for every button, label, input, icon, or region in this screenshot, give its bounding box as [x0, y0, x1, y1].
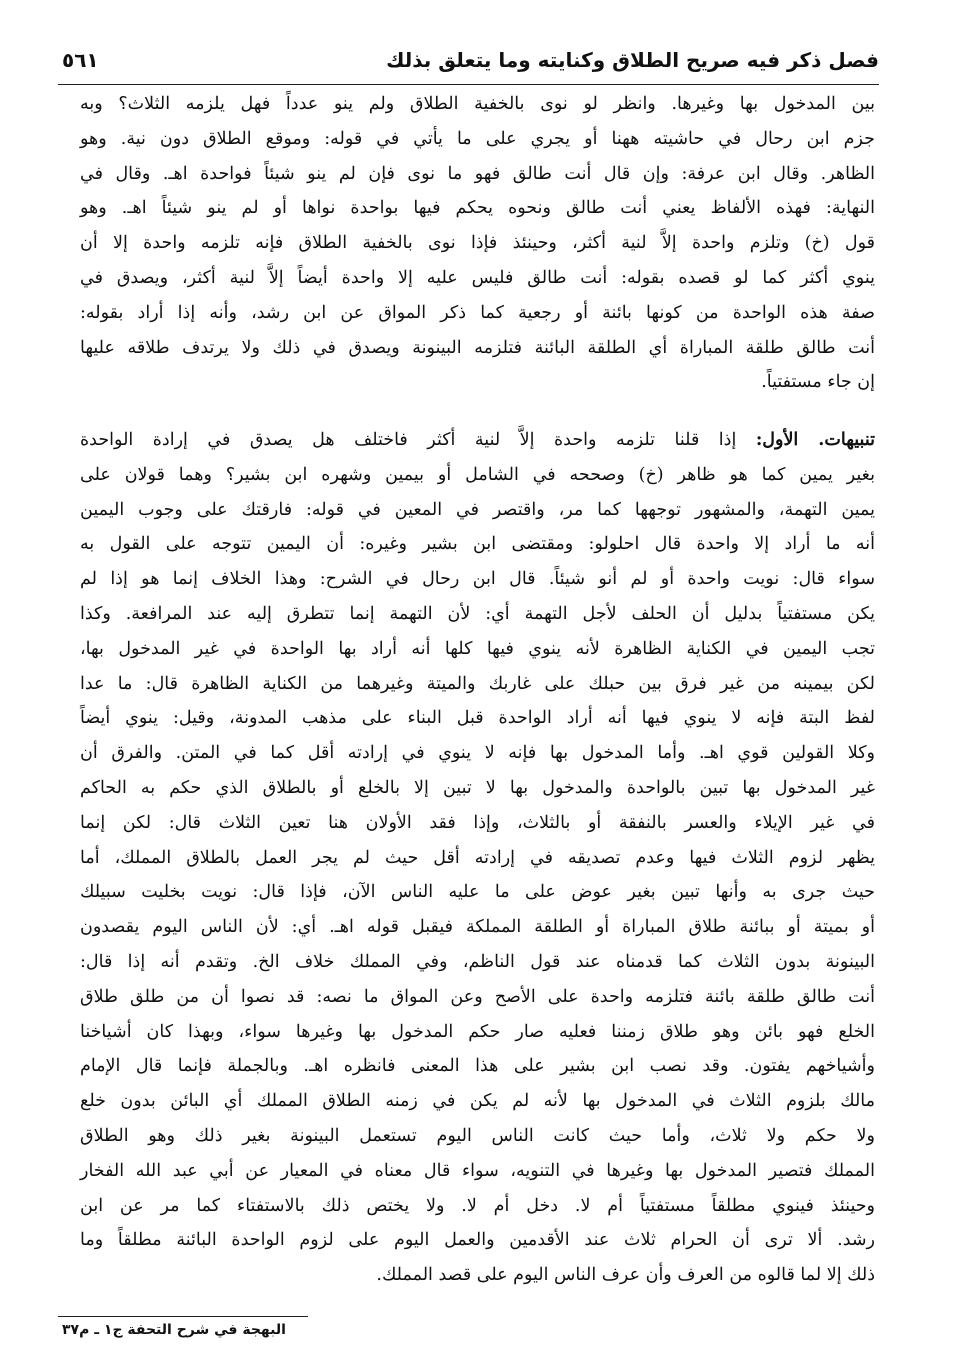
text-line: [80, 980, 875, 1015]
text-line: [80, 771, 875, 806]
text-line-content: وكلا القولين قوي اهـ. وأما المدخول بها فإنه لا ينوي في إرادته أقل كما في المتن. والفرق أن: [80, 743, 875, 764]
text-line-content: النهاية: فهذه الألفاظ يعني أنت طالق ونحوه يحكم فيها بواحدة نواها أو لم ينو شيئاً اهـ. وهو: [80, 198, 875, 219]
footer-signature: البهجة في شرح التحفة ج١ ـ م٣٧: [62, 1322, 286, 1338]
text-line: [80, 365, 875, 400]
text-line: [80, 701, 875, 736]
text-line: [80, 122, 875, 157]
section-heading: تنبيهات. الأول:: [755, 430, 875, 450]
text-line-content: ذلك إلا لما قالوه من العرف وأن عرف الناس اليوم على قصد المملك.: [376, 1265, 875, 1286]
text-line-content: الظاهر. وقال ابن عرفة: وإن قال أنت طالق فهو ما نوى فإن لم ينو شيئاً فواحدة اهـ. وقال في: [80, 163, 875, 184]
text-line-content: حيث جرى به وأنها تبين بغير عوض على ما عليه الناس الآن، فإذا قال: نويت بخليت سبيلك: [80, 882, 875, 903]
text-line: [80, 527, 875, 562]
text-line-content: صفة هذه الواحدة من كونها بائنة أو رجعية كما ذكر المواق عن ابن رشد، وأنه إذا أراد بقوله:: [80, 302, 875, 323]
text-line: [80, 87, 875, 122]
text-line-content: إذا قلنا تلزمه واحدة إلاَّ لنية أكثر فاختلف هل يصدق في إرادة الواحدة: [80, 430, 737, 450]
text-line-content: أنه ما أراد إلا واحدة قال احلولو: ومقتضى ابن بشير وغيره: أن اليمين تتوجه على القول به: [80, 534, 875, 555]
text-line-content: في غير الإيلاء والعسر بالنفقة أو بالثلاث، وإذا فقد الأولان هنا تعين الثلاث قال: لكن إنما: [80, 812, 875, 833]
text-line-content: ينوي أكثر كما لو قصده بقوله: أنت طالق فليس عليه إلا واحدة أيضاً إلاَّ لنية أكثر، ويصدق في: [80, 267, 875, 288]
text-line-content: يكن مستفتياً بدليل أن الحلف لأجل التهمة أي: لأن التهمة إنما تتطرق إليه عند المرافعة. وكذا: [80, 603, 875, 624]
text-line: [80, 1015, 875, 1050]
text-line: [80, 493, 875, 528]
text-line: [80, 423, 875, 458]
text-line-content: لكن بيمينه من غير فرق بين حبلك على غاربك والميتة وغيرهما من الكناية الظاهرة قال: ما عدا: [80, 673, 875, 694]
text-line: [80, 806, 875, 841]
text-line-content: بين المدخول بها وغيرها. وانظر لو نوى بالخفية الطلاق ولم ينو عدداً فهل يلزمه الثلاث؟ وبه: [80, 94, 875, 114]
text-line: [80, 1049, 875, 1084]
text-line: [80, 261, 875, 296]
text-line: [80, 458, 875, 493]
text-line: [80, 945, 875, 980]
paragraph-1: [80, 87, 875, 400]
text-line-content: يظهر لزوم الثلاث فيها وعدم تصديقه في إرادته أقل حيث لم يجر العمل بالطلاق المملك، أما: [80, 847, 875, 868]
text-line: [80, 1258, 875, 1293]
text-line-content: وحينئذ فينوي مطلقاً مستفتياً أم لا. دخل أم لا. ولا يختص ذلك بالاستفتاء كما مر عن ابن: [80, 1195, 875, 1216]
text-line: [80, 875, 875, 910]
footer-divider: [58, 1316, 308, 1317]
text-line-content: قول (خ) وتلزم واحدة إلاَّ لنية أكثر، وحينئذ فإذا نوى بالخفية الطلاق فإنه تلزمه واحدة إلا أن: [80, 233, 875, 254]
header-divider: [58, 84, 879, 85]
text-line: [80, 226, 875, 261]
text-line-content: مالك بلزوم الثلاث في المدخول بها لأنه لم يكن في زمنه الطلاق المملك أي البائن بدون خلع: [80, 1091, 875, 1112]
text-line: [80, 736, 875, 771]
text-line: [80, 1084, 875, 1119]
text-line-content: أو بميتة أو ببائنة طلاق المباراة أو الطلقة المملكة فيقبل قوله اهـ. أي: لأن الناس اليوم يقصدون: [80, 917, 875, 938]
text-line: [80, 597, 875, 632]
text-line: [80, 331, 875, 366]
text-line: [80, 296, 875, 331]
text-line: [80, 1189, 875, 1224]
text-line-content: إن جاء مستفتياً.: [761, 372, 875, 393]
text-line: [80, 1119, 875, 1154]
text-line-content: جزم ابن رحال في حاشيته ههنا أو يجري على ما يأتي في قوله: وموقع الطلاق دون نية. وهو: [80, 128, 875, 149]
text-line-content: المملك فتصير المدخول بها وغيرها في التنويه، سواء قال معناه في المعيار عن أبي عبد الله الفخار: [80, 1160, 875, 1181]
text-line: [80, 841, 875, 876]
text-line: [80, 157, 875, 192]
text-line: [80, 562, 875, 597]
text-line: [80, 191, 875, 226]
text-line-content: أنت طالق طلقة المباراة أي الطلقة البائنة فتلزمه البينونة ويصدق في ذلك ولا يرتدف طلاقه عليها: [80, 337, 875, 358]
running-header-title: فصل ذكر فيه صريح الطلاق وكنايته وما يتعلق بذلك: [386, 48, 879, 72]
text-line-content: يمين التهمة، والمشهور توجهها كما مر، واقتصر في المعين في قوله: فارقتك على وجوب اليمين: [80, 499, 875, 520]
text-line-content: وأشياخهم يفتون. وقد نصب ابن بشير على هذا المعنى فانظره اهـ. وبالجملة فإنما قال الإمام: [80, 1056, 875, 1077]
text-line: [80, 667, 875, 702]
text-line-content: بغير يمين كما هو ظاهر (خ) وصححه في الشامل أو بيمين وشهره ابن بشير؟ وهما قولان على: [80, 464, 875, 485]
text-line-content: ولا حكم ولا ثلاث، وأما حيث كانت الناس اليوم تستعمل البينونة بغير ذلك وهو الطلاق: [80, 1125, 875, 1146]
text-line-content: سواء قال: نويت واحدة أو لم أنو شيئاً. قال ابن رحال في الشرح: وهذا الخلاف إنما هو إذا لم: [80, 569, 875, 590]
text-line: [80, 910, 875, 945]
text-line: [80, 1154, 875, 1189]
page-number: ٥٦١: [62, 48, 99, 72]
text-line-content: البينونة بدون الثلاث كما قدمناه عند قول الناظم، وفي المملك خلاف الخ. وتقدم أنه إذا قال:: [80, 951, 875, 972]
text-line-content: أنت طالق طلقة بائنة فتلزمه واحدة على الأصح وعن المواق ما نصه: قد نصوا أن من طلق طلاق: [80, 986, 875, 1007]
paragraph-2: [80, 423, 875, 1293]
text-line-content: الخلع فهو بائن وهو طلاق زمننا فعليه صار حكم المدخول بها وغيرها سواء، وبهذا كان أشياخنا: [80, 1021, 875, 1042]
text-line: [80, 632, 875, 667]
text-line: [80, 1223, 875, 1258]
text-line-content: لفظ البتة فإنه لا ينوي فيها أنه أراد الواحدة قبل البناء على مذهب المدونة، وقيل: ينوي أيضاً: [80, 708, 875, 729]
text-line-content: غير المدخول بها تبين بالواحدة والمدخول بها لا تبين إلا بالخلع أو بالطلاق الذي حكم به الحاكم: [80, 777, 875, 798]
text-line-content: رشد. ألا ترى أن الحرام ثلاث عند الأقدمين والعمل اليوم على لزوم الواحدة البائنة مطلقاً وما: [80, 1230, 875, 1251]
text-line-content: تجب اليمين في الكناية الظاهرة لأنه ينوي فيها كلها أنه أراد بها الواحدة في غير المدخول بها،: [80, 638, 875, 659]
